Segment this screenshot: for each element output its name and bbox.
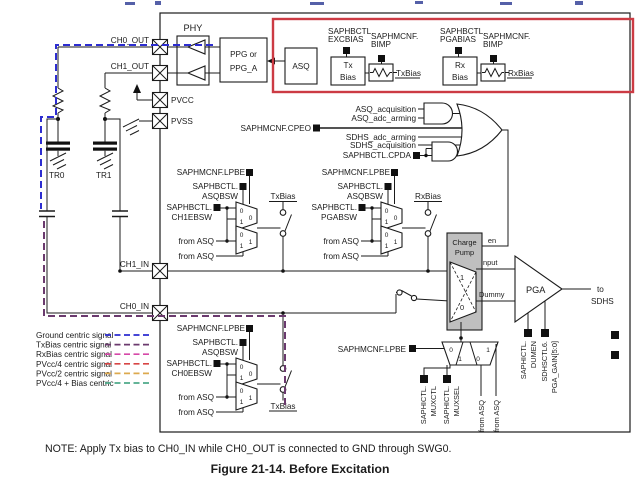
figure-note: NOTE: Apply Tx bias to CH0_IN while CH0_OUT is connected to GND through SWG0. [45, 443, 452, 455]
muxctl-label: MUXCTL [429, 386, 438, 417]
and-gate [424, 103, 453, 124]
pvcc-arrow-icon [133, 84, 141, 93]
resistor-tr0 [53, 88, 63, 113]
phy-label: PHY [183, 23, 203, 33]
dummy-switch [396, 290, 450, 313]
pgabsw-label: PGABSW [321, 213, 357, 222]
pin-pvcc [153, 93, 168, 108]
from-asq-label: from ASQ [323, 252, 359, 261]
signal-sdhs-adc-arming: SDHS_adc_arming [345, 133, 416, 142]
pin-label-ch1-in: CH1_IN [119, 260, 149, 269]
muxsel-label: MUXSEL [452, 386, 461, 417]
txbias-net-label: TxBias [270, 192, 296, 201]
charge-pump-label: Pump [454, 248, 475, 257]
mux-digit: 1 [459, 273, 465, 282]
lpbe-label: SAPHMCNF.LPBE [176, 324, 245, 333]
rxbias-net-label: RxBias [415, 192, 441, 201]
charge-pump-mux [450, 262, 476, 322]
from-asq-label: from ASQ [323, 237, 359, 246]
ppg-label: PPG_A [229, 64, 258, 73]
signal-asq-adc-arming: ASQ_adc_arming [351, 114, 416, 123]
rx-bias-label: Bias [452, 73, 468, 82]
or-gate [457, 104, 502, 156]
cpeo-label: SAPHMCNF.CPEO [240, 124, 311, 133]
asqbsw-label: ASQBSW [347, 192, 383, 201]
ch1ebsw-label: SAPHBCTL. [166, 203, 212, 212]
mux-digit: 0 [449, 347, 453, 354]
asqbsw-label: SAPHBCTL. [192, 338, 238, 347]
mux-group-ch0 [167, 313, 298, 417]
pgabias-label: PGABIAS [440, 35, 476, 44]
asqbsw-label: SAPHBCTL. [337, 182, 383, 191]
pin-label-ch0-in: CH0_IN [119, 302, 149, 311]
charge-pump-label: Charge [452, 238, 477, 247]
txbias-net-label: TxBias [270, 402, 296, 411]
tx-bias-label: Bias [340, 73, 356, 82]
legend [36, 331, 150, 388]
ch0ebsw-label: CH0EBSW [171, 369, 212, 378]
excbias-label: SAPHBCTL. [328, 27, 374, 36]
mux-digit: 1 [486, 347, 490, 354]
pin-pvss [153, 114, 168, 129]
signal-asq-acquisition: ASQ_acquisition [355, 105, 416, 114]
dummy-label: Dummy [479, 290, 505, 299]
mux-group-rx [312, 168, 443, 271]
ppg-label: PPG or [230, 50, 257, 59]
mux-digit: 0 [476, 356, 480, 363]
legend-label: TxBias centric signal [36, 340, 112, 350]
from-asq-label: from ASQ [492, 400, 501, 433]
legend-label: Ground centric signal [36, 331, 114, 340]
transducer-tr1 [93, 142, 117, 145]
pin-ch0-out [153, 40, 168, 55]
pin-ch0-in [153, 306, 168, 321]
pin-label-pvss: PVSS [171, 117, 193, 126]
rxbias-net-label: RxBias [508, 69, 534, 78]
txbias-net-label: TxBias [396, 69, 422, 78]
charge-pump [447, 233, 482, 342]
pin-marker [611, 351, 619, 359]
pga-gain-label: PGA_GAIN[5:0] [550, 341, 559, 394]
pin-label-ch0-out: CH0_OUT [110, 36, 149, 45]
input-mux-section [338, 342, 501, 432]
mux-digit: 1 [458, 356, 462, 363]
transducer-label-tr0: TR0 [49, 171, 65, 180]
pga-label: PGA [526, 285, 546, 295]
pin-label-ch1-out: CH1_OUT [110, 62, 149, 71]
mux-group-ch1 [167, 168, 298, 271]
pin-label-pvcc: PVCC [171, 96, 194, 105]
legend-label: RxBias centric signal [36, 350, 112, 360]
signal-saphbctl-cpda: SAPHBCTL.CPDA [342, 151, 411, 160]
bimp-label: SAPHMCNF. [483, 32, 531, 41]
bimp-label: BIMP [483, 40, 504, 49]
asq-label: ASQ [292, 62, 310, 71]
from-asq-label: from ASQ [178, 237, 214, 246]
bimp-label: SAPHMCNF. [371, 32, 419, 41]
asqbsw-label: ASQBSW [202, 348, 238, 357]
tx-bias-label: Tx [343, 61, 353, 70]
pga-section [476, 256, 619, 393]
phy-section [168, 23, 318, 85]
input-label: Input [481, 258, 498, 267]
muxctl-label: SAPHICTL. [419, 386, 428, 425]
dumen-label: SAPHICTL. [519, 341, 528, 380]
asqbsw-label: ASQBSW [202, 192, 238, 201]
cropped-text-fragments [125, 1, 583, 5]
pin-ch1-in [153, 264, 168, 279]
from-asq-label: from ASQ [477, 400, 486, 433]
from-asq-label: from ASQ [178, 252, 214, 261]
bias-section [273, 19, 633, 92]
ground-symbol [123, 119, 139, 135]
to-sdhs-label: to [597, 285, 604, 294]
resistor-tr1 [100, 88, 110, 113]
from-asq-label: from ASQ [178, 393, 214, 402]
signal-sdhs-acquisition: SDHS_acquisition [350, 141, 416, 150]
to-sdhs-label: SDHS [591, 297, 614, 306]
pin-marker [611, 331, 619, 339]
lpbe-label: SAPHMCNF.LPBE [337, 345, 406, 354]
asqbsw-label: SAPHBCTL. [192, 182, 238, 191]
legend-label: PVcc/2 centric signal [36, 369, 112, 379]
dumen-label: DUMEN [529, 341, 538, 369]
and-gate [432, 142, 458, 161]
figure-caption: Figure 21-14. Before Excitation [210, 462, 390, 476]
lpbe-label: SAPHMCNF.LPBE [176, 168, 245, 177]
transducer-tr0 [46, 142, 70, 145]
ch0ebsw-label: SAPHBCTL. [166, 359, 212, 368]
legend-label: PVcc/4 centric signal [36, 359, 112, 369]
lpbe-label: SAPHMCNF.LPBE [321, 168, 390, 177]
ch1ebsw-label: CH1EBSW [171, 213, 212, 222]
from-asq-label: from ASQ [178, 408, 214, 417]
pgabsw-label: SAPHBCTL. [311, 203, 357, 212]
pin-ch1-out [153, 66, 168, 81]
pgabias-label: SAPHBCTL. [440, 27, 486, 36]
mux-digit: 0 [459, 303, 465, 312]
legend-label: PVcc/4 + Bias centric [36, 379, 114, 388]
excbias-label: EXCBIAS [328, 35, 364, 44]
muxsel-label: SAPHICTL. [442, 386, 451, 425]
transducer-label-tr1: TR1 [96, 171, 112, 180]
bimp-label: BIMP [371, 40, 392, 49]
pga-gain-label: SDHSCTL6. [540, 341, 549, 382]
ppg-block [220, 38, 267, 82]
rx-bias-label: Rx [454, 61, 466, 70]
en-label: en [487, 236, 497, 245]
